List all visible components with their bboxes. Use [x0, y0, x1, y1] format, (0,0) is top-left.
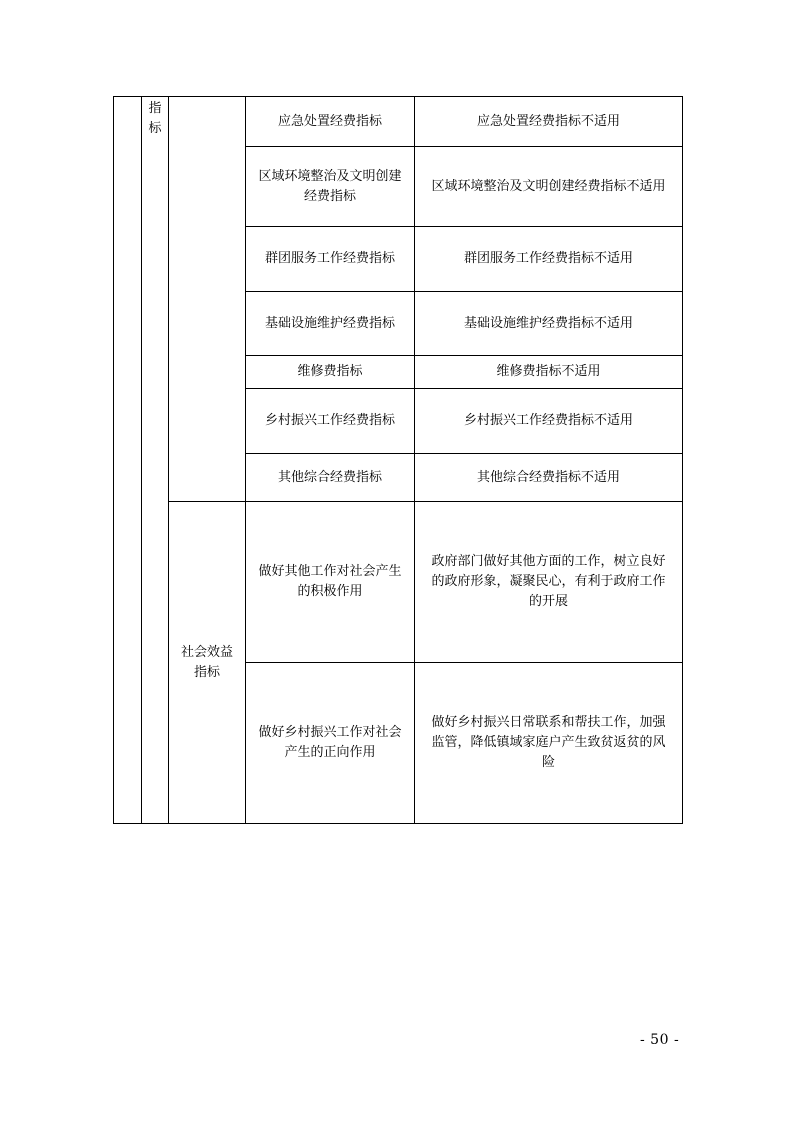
- description-cell: 乡村振兴工作经费指标不适用: [415, 389, 683, 454]
- indicator-cell: 维修费指标: [246, 356, 415, 389]
- level0-cell: [114, 97, 142, 824]
- indicator-cell: 做好其他工作对社会产生的积极作用: [246, 502, 415, 663]
- description-cell: 维修费指标不适用: [415, 356, 683, 389]
- description-cell: 应急处置经费指标不适用: [415, 97, 683, 147]
- indicator-cell: 区域环境整治及文明创建经费指标: [246, 147, 415, 227]
- level1-label-char: 标: [148, 121, 162, 136]
- indicator-cell: 乡村振兴工作经费指标: [246, 389, 415, 454]
- description-cell: 政府部门做好其他方面的工作，树立良好的政府形象，凝聚民心，有利于政府工作的开展: [415, 502, 683, 663]
- description-cell: 区域环境整治及文明创建经费指标不适用: [415, 147, 683, 227]
- indicator-cell: 基础设施维护经费指标: [246, 292, 415, 356]
- category-cell: 社会效益指标: [169, 502, 246, 824]
- category-cell-empty: [169, 97, 246, 502]
- description-cell: 做好乡村振兴日常联系和帮扶工作，加强监管，降低镇域家庭户产生致贫返贫的风险: [415, 663, 683, 824]
- page-number: - 50 -: [640, 1032, 680, 1048]
- indicator-cell: 其他综合经费指标: [246, 454, 415, 502]
- indicator-cell: 应急处置经费指标: [246, 97, 415, 147]
- indicator-cell: 群团服务工作经费指标: [246, 227, 415, 292]
- indicator-table: [113, 96, 683, 824]
- description-cell: 其他综合经费指标不适用: [415, 454, 683, 502]
- description-cell: 群团服务工作经费指标不适用: [415, 227, 683, 292]
- description-cell: 基础设施维护经费指标不适用: [415, 292, 683, 356]
- level1-label-char: 指: [148, 101, 162, 116]
- level1-label: [142, 97, 169, 824]
- indicator-cell: 做好乡村振兴工作对社会产生的正向作用: [246, 663, 415, 824]
